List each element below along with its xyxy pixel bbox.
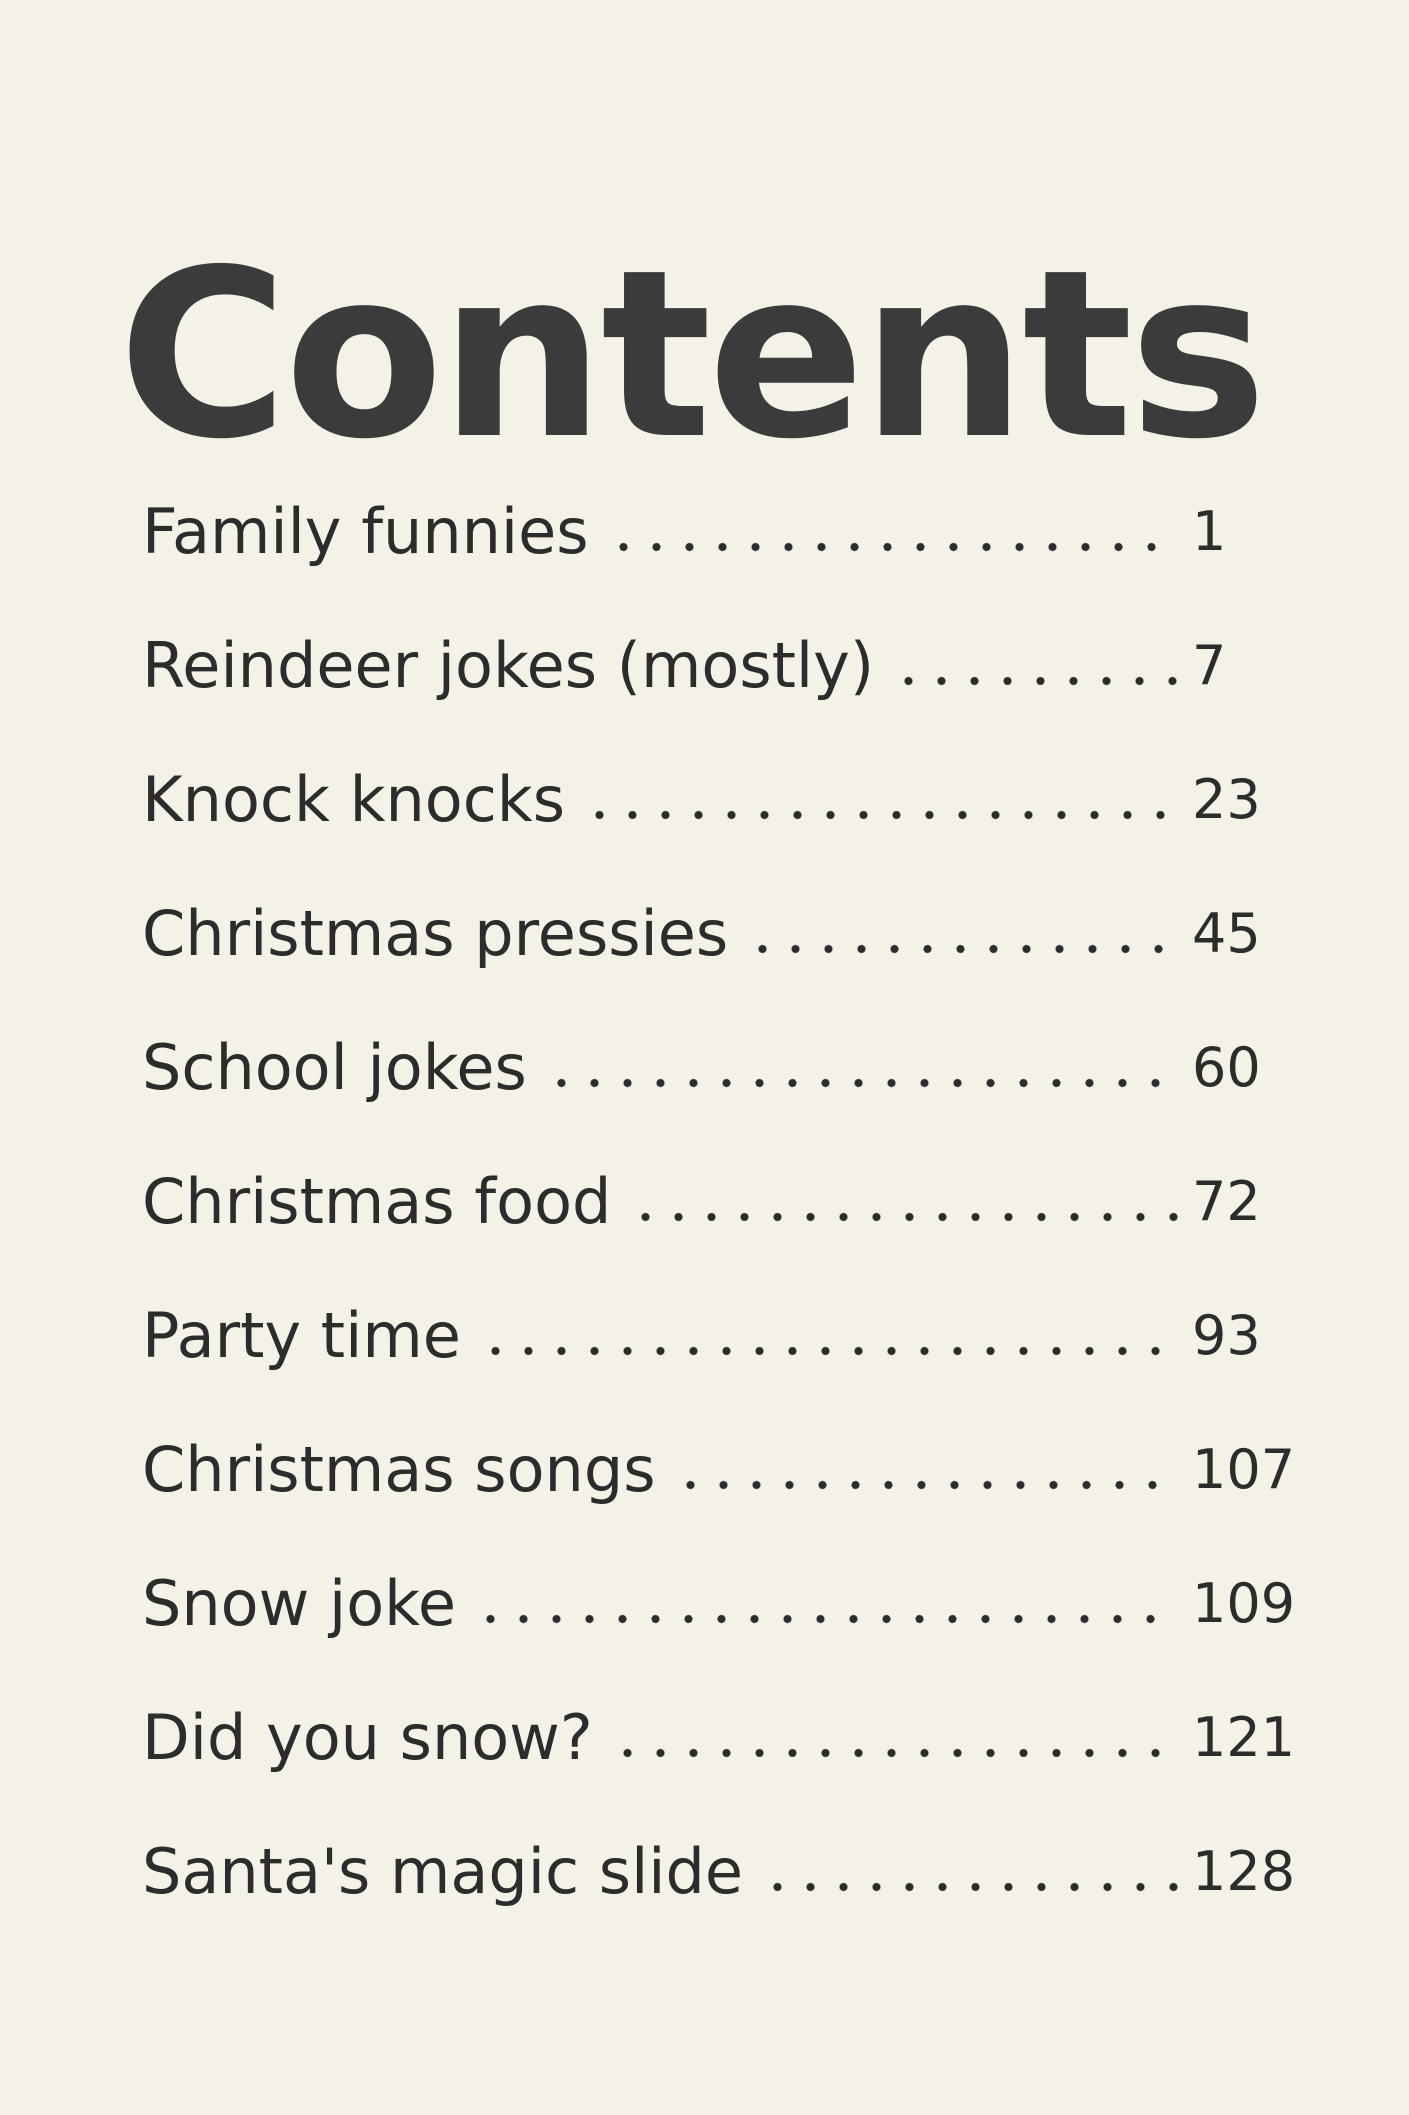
toc-entry-page: 109 — [1192, 1572, 1296, 1635]
toc-entry-page: 121 — [1192, 1706, 1296, 1769]
toc-entry — [142, 840, 1292, 974]
toc-entry-label: Did you snow? — [142, 1701, 593, 1774]
toc-entry — [142, 438, 1292, 572]
page-title: Contents — [118, 220, 1264, 491]
dot-leader — [892, 676, 1178, 686]
toc-entry-page: 7 — [1192, 634, 1227, 697]
dot-leader — [674, 1480, 1179, 1490]
toc-entry-page: 23 — [1192, 768, 1261, 831]
dot-leader — [479, 1346, 1178, 1356]
toc-entry-label: Christmas songs — [142, 1433, 656, 1506]
toc-entry — [142, 706, 1292, 840]
toc-entry — [142, 1510, 1296, 1644]
toc-entry — [142, 572, 1292, 706]
toc-entry-label: Family funnies — [142, 495, 589, 568]
toc-entry — [142, 1644, 1296, 1778]
dot-leader — [607, 542, 1178, 552]
toc-entry-page: 72 — [1192, 1170, 1261, 1233]
toc-entry — [142, 1242, 1292, 1376]
toc-entry-label: Santa's magic slide — [142, 1835, 744, 1908]
toc-entry-page: 45 — [1192, 902, 1261, 965]
toc-entry — [142, 1376, 1296, 1510]
toc-entry — [142, 1108, 1292, 1242]
toc-entry-label: Party time — [142, 1299, 461, 1372]
dot-leader — [545, 1078, 1178, 1088]
toc-entry-label: Christmas food — [142, 1165, 612, 1238]
toc-entry — [142, 974, 1292, 1108]
toc-entry-page: 128 — [1192, 1840, 1296, 1903]
dot-leader — [611, 1748, 1178, 1758]
toc-entry-label: School jokes — [142, 1031, 527, 1104]
dot-leader — [583, 810, 1178, 820]
toc-entry-page: 60 — [1192, 1036, 1261, 1099]
dot-leader — [761, 1882, 1178, 1892]
toc-entry-label: Snow joke — [142, 1567, 456, 1640]
dot-leader — [746, 944, 1178, 954]
toc-entry — [142, 1778, 1296, 1912]
toc-entry-label: Knock knocks — [142, 763, 566, 836]
toc-entry-page: 93 — [1192, 1304, 1261, 1367]
toc-entry-label: Christmas pressies — [142, 897, 729, 970]
dot-leader — [474, 1614, 1178, 1624]
toc-entry-label: Reindeer jokes (mostly) — [142, 629, 875, 702]
toc-entry-page: 107 — [1192, 1438, 1296, 1501]
dot-leader — [629, 1212, 1178, 1222]
toc-entry-page: 1 — [1192, 500, 1227, 563]
table-of-contents — [142, 438, 1296, 1912]
